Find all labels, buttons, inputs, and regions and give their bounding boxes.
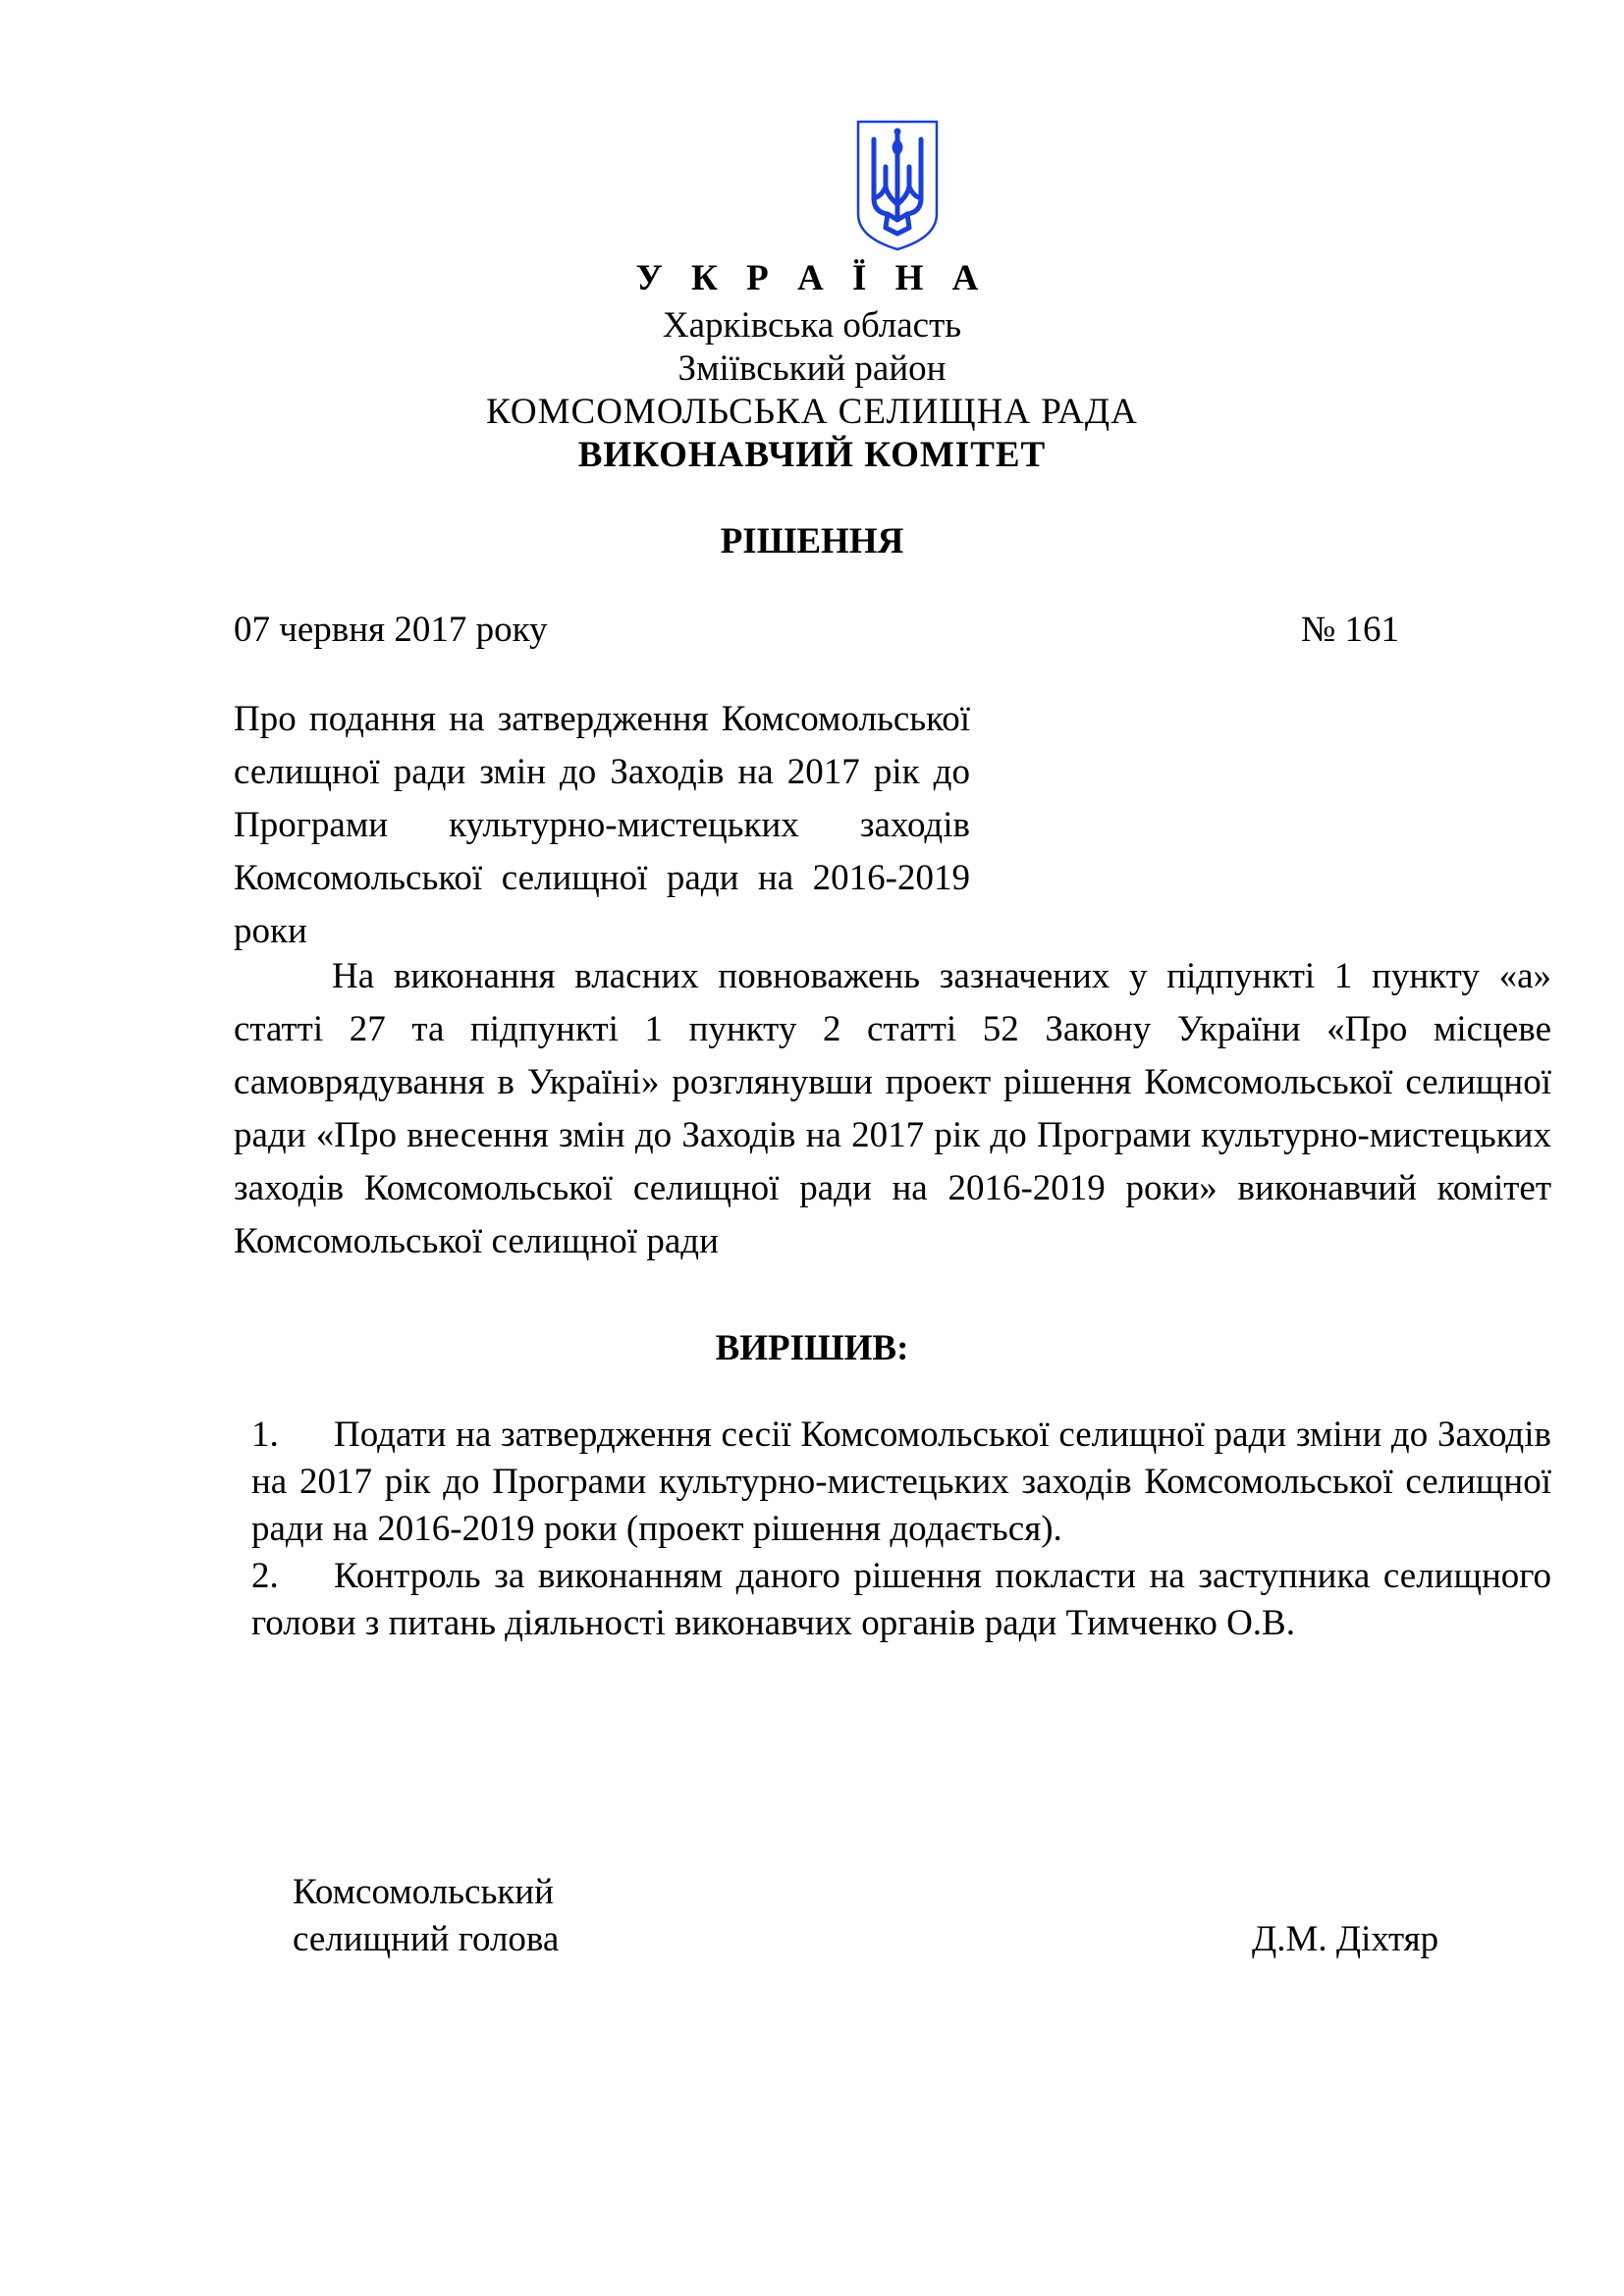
document-preamble <box>234 950 1551 1268</box>
country-name: У К Р А Ї Н А <box>635 258 989 298</box>
document-subject: Про подання на затвердження Комсомольської селищної ради змін до Заходів на 2017 рік до Програми культурно-мистецьких заходів Комсомольської селищної ради на 2016-2019 роки <box>234 699 970 951</box>
document-type: РІШЕННЯ <box>720 521 904 561</box>
item-text: Подати на затвердження сесії Комсомольської селищної ради зміни до Заходів на 2017 рік до Програми культурно-мистецьких заходів Комсомольської селищної ради на 2016-2019 роки (проект рішення додається). <box>251 1415 1551 1549</box>
signatory-position <box>293 1869 559 1963</box>
document-number: № 161 <box>1301 610 1400 650</box>
resolution-items <box>251 1412 1551 1647</box>
document-header <box>0 253 1624 477</box>
signatory-position-line1: Комсомольський <box>293 1872 554 1912</box>
signatory-name: Д.М. Діхтяр <box>1252 1919 1439 1959</box>
region-name: Харківська область <box>662 305 962 346</box>
preamble-text: На виконання власних повноважень зазначених у підпункті 1 пункту «а» статті 27 та підпункті 1 пункту 2 статті 52 Закону України «Про місцеве самоврядування в Україні» розглянувши проект рішення Комсомольської селищної ради «Про внесення змін до Заходів на 2017 рік до Програми культурно-мистецьких заходів Комсомольської селищної ради на 2016-2019 роки» виконавчий комітет Комсомольської селищної ради <box>234 956 1551 1261</box>
resolved-heading: ВИРІШИВ: <box>715 1328 909 1368</box>
district-name: Зміївський район <box>677 348 947 389</box>
item-number: 2. <box>251 1556 279 1596</box>
item-number: 1. <box>251 1415 279 1455</box>
ukraine-coat-of-arms-icon <box>852 118 943 253</box>
item-text: Контроль за виконанням даного рішення покласти на заступника селищного голови з питань діяльності виконавчих органів ради Тимченко О.В. <box>251 1556 1551 1643</box>
resolution-item <box>251 1553 1551 1647</box>
council-name: КОМСОМОЛЬСЬКА СЕЛИЩНА РАДА <box>486 392 1138 432</box>
signatory-position-line2: селищний голова <box>293 1919 560 1959</box>
document-date: 07 червня 2017 року <box>234 610 548 650</box>
committee-name: ВИКОНАВЧИЙ КОМІТЕТ <box>577 435 1047 475</box>
resolution-item <box>251 1412 1551 1553</box>
